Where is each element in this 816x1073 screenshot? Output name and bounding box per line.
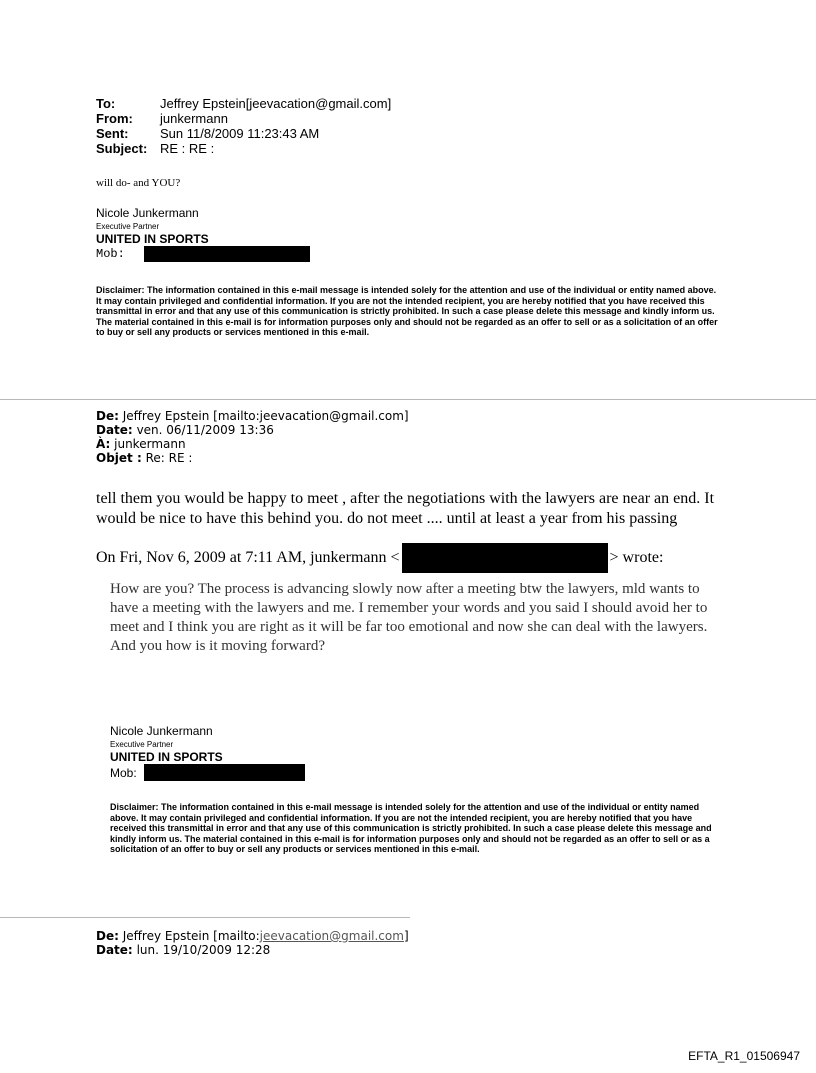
- from-label: From:: [96, 111, 133, 126]
- de-label: De:: [96, 929, 119, 943]
- reply-text: will do- and YOU?: [96, 177, 181, 189]
- redaction-bar: [144, 764, 305, 781]
- quoted-paragraph: How are you? The process is advancing slowly now after a meeting btw the lawyers, mld wants to have a meeting with the lawyers and me. I remember your words and you said I should avoid her to meet and I think you are right as it will be far too emotional and now she can deal with the lawyers.: [110, 581, 708, 635]
- quoted-message: [110, 580, 710, 656]
- to-label: To:: [96, 96, 116, 111]
- subject-value: RE : RE :: [160, 141, 215, 156]
- quote-intro: [96, 543, 663, 573]
- quote-intro-suffix: > wrote:: [609, 549, 664, 566]
- de-suffix: ]: [403, 929, 409, 943]
- from-value: junkermann: [160, 111, 228, 126]
- mob-label: Mob:: [96, 247, 125, 261]
- to-value: Jeffrey Epstein[jeevacation@gmail.com]: [160, 96, 392, 111]
- divider: [0, 917, 410, 918]
- sent-value: Sun 11/8/2009 11:23:43 AM: [160, 126, 320, 141]
- date-label: Date:: [96, 943, 133, 957]
- signature-org: UNITED IN SPORTS: [110, 750, 223, 764]
- email-header: [96, 96, 391, 156]
- quote-intro-text: On Fri, Nov 6, 2009 at 7:11 AM, junkermann <: [96, 549, 400, 566]
- date-value: ven. 06/11/2009 13:36: [136, 423, 274, 437]
- de-label: De:: [96, 409, 119, 423]
- mob-label: Mob:: [110, 765, 137, 780]
- de-value: Jeffrey Epstein [mailto:jeevacation@gmail.com]: [122, 409, 409, 423]
- redaction-bar: [402, 543, 608, 573]
- forwarded-header: [96, 929, 409, 957]
- forwarded-header: [96, 409, 409, 465]
- a-label: À:: [96, 437, 111, 451]
- document-id: EFTA_R1_01506947: [688, 1049, 800, 1063]
- signature-name: Nicole Junkermann: [96, 206, 199, 220]
- quoted-question: And you how is it moving forward?: [110, 638, 325, 654]
- date-label: Date:: [96, 423, 133, 437]
- signature-block: [110, 724, 305, 781]
- redaction-bar: [144, 246, 310, 262]
- signature-name: Nicole Junkermann: [110, 724, 213, 738]
- objet-value: Re: RE :: [145, 451, 193, 465]
- message-body: tell them you would be happy to meet , after the negotiations with the lawyers are near an end. It would be nice to have this behind you. do not meet .... until at least a year from his passing: [96, 490, 715, 527]
- signature-block: [96, 206, 310, 262]
- subject-label: Subject:: [96, 141, 148, 156]
- signature-title: Executive Partner: [96, 222, 160, 231]
- sent-label: Sent:: [96, 126, 129, 141]
- signature-org: UNITED IN SPORTS: [96, 232, 209, 246]
- signature-title: Executive Partner: [110, 740, 174, 749]
- disclaimer: Disclaimer: The information contained in this e-mail message is intended solely for the attention and use of the individual or entity named above. It may contain privileged and confidential information. If you are not the intended recipient, you are hereby notified that you have received this transmittal in error and that any use of this communication is strictly prohibited. In such a case please delete this message and kindly inform us. The material contained in this e-mail is for information purposes only and should not be regarded as an offer to sell or as a solicitation of an offer to buy or sell any products or services mentioned in this e-mail.: [96, 285, 718, 337]
- objet-label: Objet :: [96, 451, 142, 465]
- a-value: junkermann: [114, 437, 186, 451]
- de-value: Jeffrey Epstein [mailto:: [122, 929, 260, 943]
- date-value: lun. 19/10/2009 12:28: [136, 943, 271, 957]
- disclaimer: Disclaimer: The information contained in this e-mail message is intended solely for the attention and use of the individual or entity named above. It may contain privileged and confidential information. If you are not the intended recipient, you are hereby notified that you have received this transmittal in error and that any use of this communication is strictly prohibited. In such a case please delete this message and kindly inform us. The material contained in this e-mail is for information purposes only and should not be regarded as an offer to sell or as a solicitation of an offer to buy or sell any products or services mentioned in this e-mail.: [110, 802, 712, 854]
- divider: [0, 399, 816, 400]
- email-link[interactable]: jeevacation@gmail.com: [259, 929, 404, 943]
